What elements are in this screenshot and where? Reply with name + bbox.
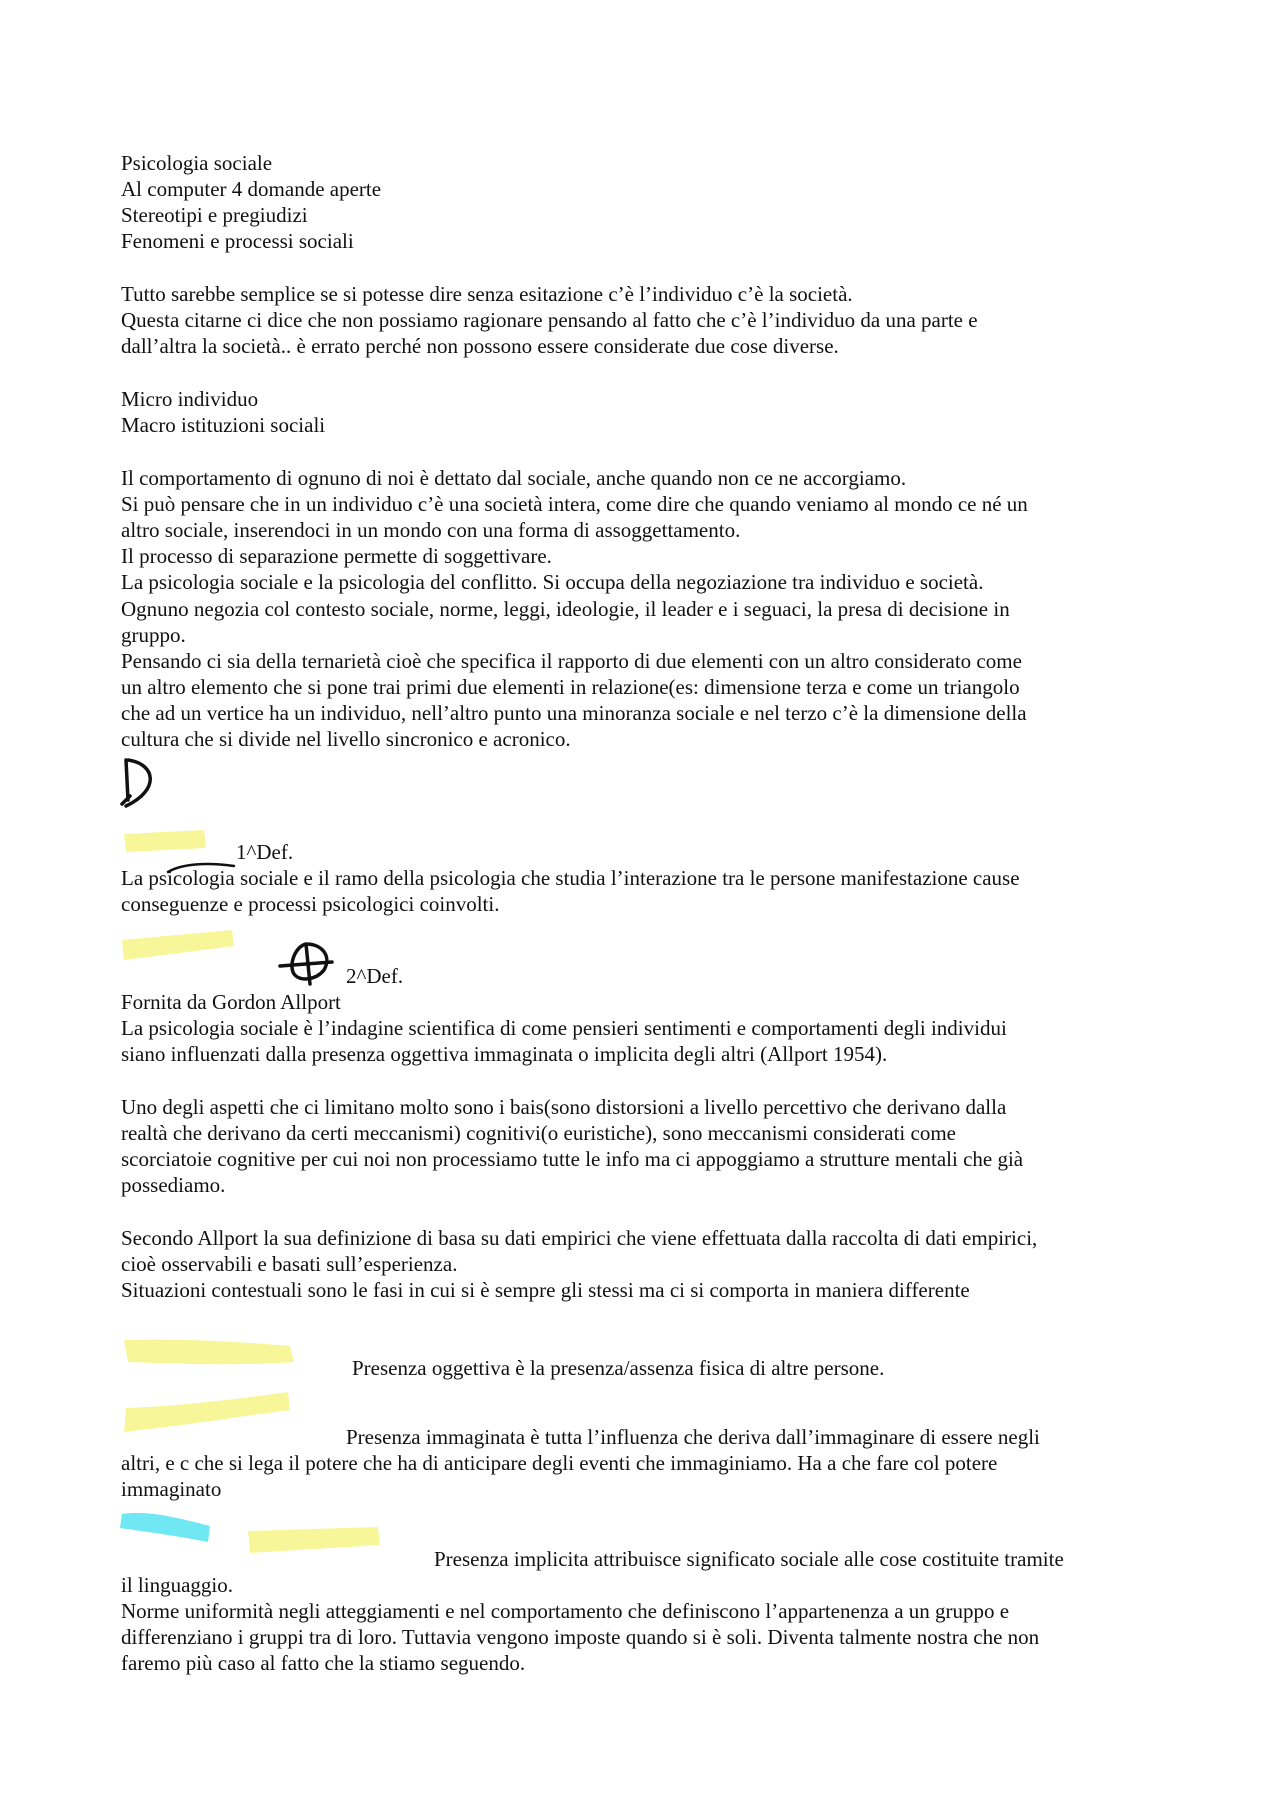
def2-source: Fornita da Gordon Allport (121, 990, 341, 1014)
bias-line: possediamo. (121, 1173, 226, 1197)
presenza-immaginata-line: immaginato (121, 1477, 222, 1501)
norme-line: differenziano i gruppi tra di loro. Tuttavia vengono imposte quando si è soli. Diventa talmente nostra che non (121, 1625, 1040, 1649)
body-line: un altro elemento che si pone trai primi due elementi in relazione(es: dimensione terza e come un triangolo (121, 675, 1020, 699)
body-line: cultura che si divide nel livello sincronico e acronico. (121, 727, 571, 751)
allport-line: Secondo Allport la sua definizione di basa su dati empirici che viene effettuata dalla raccolta di dati empirici, (121, 1226, 1038, 1250)
highlight-mark-def1 (122, 824, 212, 854)
bias-line: realtà che derivano da certi meccanismi) cognitivi(o euristiche), sono meccanismi considerati come (121, 1121, 956, 1145)
bias-line: scorciatoie cognitive per cui noi non processiamo tutte le info ma ci appoggiamo a strutture mentali che già (121, 1147, 1024, 1171)
presenza-immaginata-line: altri, e c che si lega il potere che ha di anticipare degli eventi che immaginiamo. Ha a che fare col potere (121, 1451, 998, 1475)
body-line: La psicologia sociale e la psicologia del conflitto. Si occupa della negoziazione tra individuo e società. (121, 570, 984, 594)
def1-label: 1^Def. (236, 840, 294, 864)
body-line: Ognuno negozia col contesto sociale, norme, leggi, ideologie, il leader e i seguaci, la presa di decisione in (121, 597, 1010, 621)
header-line: Stereotipi e pregiudizi (121, 203, 308, 227)
body-line: Il processo di separazione permette di soggettivare. (121, 544, 552, 568)
body-line: altro sociale, inserendoci in un mondo con una forma di assoggettamento. (121, 518, 741, 542)
doc-title: Psicologia sociale (121, 151, 273, 175)
intro-line: dall’altra la società.. è errato perché non possono essere considerate due cose diverse. (121, 334, 839, 358)
norme-line: faremo più caso al fatto che la stiamo seguendo. (121, 1651, 526, 1675)
header-line: Al computer 4 domande aperte (121, 177, 382, 201)
bias-line: Uno degli aspetti che ci limitano molto sono i bais(sono distorsioni a livello percettivo che derivano dalla (121, 1095, 1007, 1119)
body-line: che ad un vertice ha un individuo, nell’altro punto una minoranza sociale e nel terzo c’è la dimensione della (121, 701, 1027, 725)
body-line: Il comportamento di ognuno di noi è dettato dal sociale, anche quando non ce ne accorgiamo. (121, 466, 907, 490)
presenza-implicita: Presenza implicita attribuisce significato sociale alle cose costituite tramite (434, 1547, 1064, 1571)
body-line: Pensando ci sia della ternarietà cioè che specifica il rapporto di due elementi con un altro considerato come (121, 649, 1022, 673)
handwritten-d-symbol (118, 756, 166, 810)
header-line: Fenomeni e processi sociali (121, 229, 354, 253)
intro-line: Questa citarne ci dice che non possiamo ragionare pensando al fatto che c’è l’individuo da una parte e (121, 308, 978, 332)
highlight-mark-cyan (118, 1506, 218, 1548)
allport-line: Situazioni contestuali sono le fasi in cui si è sempre gli stessi ma ci si comporta in maniera differente (121, 1278, 970, 1302)
highlight-mark-def2 (120, 928, 240, 964)
def2-line: siano influenzati dalla presenza oggettiva immaginata o implicita degli altri (Allport 1954). (121, 1042, 888, 1066)
highlight-mark-immaginata (120, 1386, 295, 1436)
highlight-mark-implicita (246, 1525, 386, 1557)
allport-line: cioè osservabili e basati sull’esperienza. (121, 1252, 458, 1276)
highlight-mark-oggettiva (122, 1336, 297, 1376)
presenza-implicita-line: il linguaggio. (121, 1573, 233, 1597)
body-line: Si può pensare che in un individuo c’è una società intera, come dire che quando veniamo al mondo ce né un (121, 492, 1028, 516)
level-macro: Macro istituzioni sociali (121, 413, 326, 437)
body-line: gruppo. (121, 623, 186, 647)
intro-line: Tutto sarebbe semplice se si potesse dire senza esitazione c’è l’individuo c’è la società. (121, 282, 853, 306)
def1-line: La psicologia sociale e il ramo della psicologia che studia l’interazione tra le persone manifestazione cause (121, 866, 1020, 890)
presenza-immaginata: Presenza immaginata è tutta l’influenza che deriva dall’immaginare di essere negli (346, 1425, 1040, 1449)
level-micro: Micro individuo (121, 387, 259, 411)
norme-line: Norme uniformità negli atteggiamenti e nel comportamento che definiscono l’appartenenza a un gruppo e (121, 1599, 1010, 1623)
handwritten-theta-symbol (276, 940, 336, 986)
def2-label: 2^Def. (346, 964, 404, 988)
presenza-oggettiva: Presenza oggettiva è la presenza/assenza fisica di altre persone. (352, 1356, 885, 1380)
def2-line: La psicologia sociale è l’indagine scientifica di come pensieri sentimenti e comportamenti degli individui (121, 1016, 1007, 1040)
def1-line: conseguenze e processi psicologici coinvolti. (121, 892, 500, 916)
